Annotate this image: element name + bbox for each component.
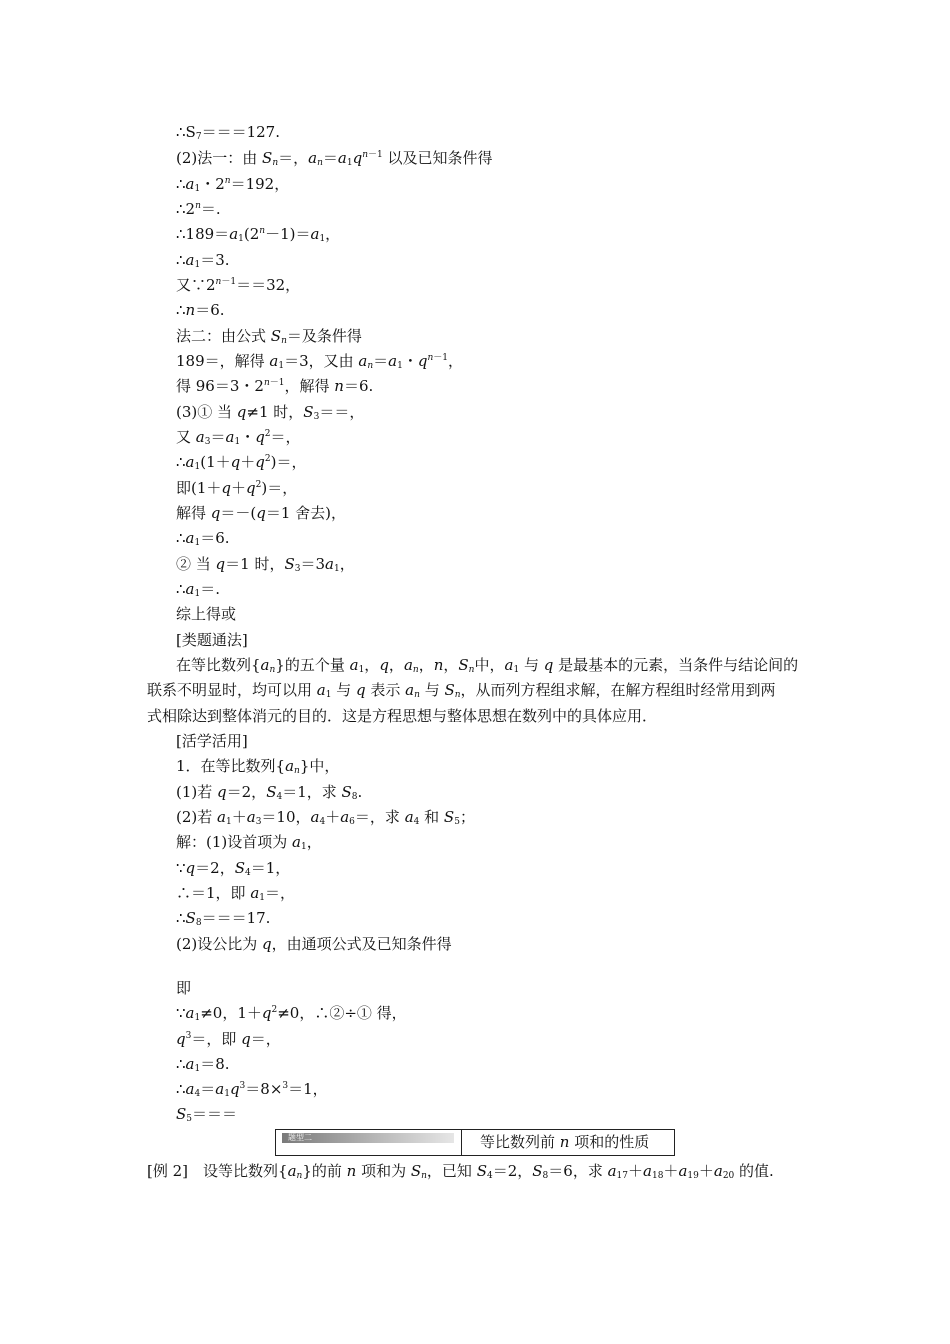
- paragraph-line: 式相除达到整体消元的目的．这是方程思想与整体思想在数列中的具体应用．: [147, 707, 658, 725]
- text-line: 即$(1+q+q^2)=$，: [176, 479, 298, 497]
- text-line: $\therefore a_1$・$2^n=192$，: [176, 175, 290, 194]
- text-line: 即: [176, 979, 192, 997]
- paragraph-line: 联系不明显时，均可以用 $a_1$ 与 q 表示 $a_n$ 与 $S_n$，从而列方程组求解，在解方程组时经常用到两: [147, 681, 776, 700]
- text-line: $\therefore 189=a_1(2^n-1)=a_1$，: [176, 225, 341, 244]
- text-line: 189＝，解得 $a_1=3$，又由 $a_n=a_1$・$q^{n-1}$，: [176, 352, 464, 371]
- text-line: 解：(1)设首项为 $a_1$，: [176, 833, 322, 852]
- text-line: $\therefore a_1(1+q+q^2)=$，: [176, 453, 307, 472]
- text-line: (2)法一：由 $S_n=$，$a_n=a_1q^{n-1}$ 以及已知条件得: [176, 149, 493, 168]
- example-line: [例 2] 设等比数列$\{a_n\}$的前 n 项和为 $S_n$，已知 $S_4=2$，$S_8=6$，求 $a_{17}+a_{18}+a_{19}+a_{20}$ 的值.: [147, 1162, 774, 1181]
- text-line: 法二：由公式 $S_n=$及条件得: [176, 327, 362, 346]
- text-line: 得 96＝3・$2^{n-1}$，解得 n＝6.: [176, 377, 374, 395]
- text-line: 又 $a_3=a_1$・$q^2=$，: [176, 428, 301, 447]
- text-line: $S_5===$: [176, 1105, 238, 1124]
- section-heading: [活学活用]: [176, 732, 248, 750]
- banner-tag-bar: [282, 1133, 454, 1143]
- text-line: ∵q＝2，$S_4=1$，: [176, 859, 291, 878]
- text-line: ② 当 q＝1 时，$S_3=3a_1$，: [176, 555, 355, 574]
- text-line: $\therefore a_1=3$.: [176, 251, 230, 270]
- text-line: $\therefore a_4=a_1q^3=8\times^3=1$，: [176, 1080, 328, 1099]
- paragraph-line: 在等比数列$\{a_n\}$的五个量 $a_1$，q，$a_n$，n，$S_n$中，$a_1$ 与 q 是最基本的元素，当条件与结论间的: [176, 656, 799, 675]
- text-line: $\therefore a_1=8$.: [176, 1055, 230, 1074]
- text-line: $\because a_1\ne 0$，$1+q^2\ne 0$，∴②÷① 得，: [176, 1004, 407, 1023]
- text-line: (2)设公比为 q，由通项公式及已知条件得: [176, 935, 452, 953]
- text-line: ∴n＝6.: [176, 301, 225, 319]
- banner-tag-label: 题型二: [288, 1133, 312, 1142]
- text-line: (2)若 $a_1+a_3=10$，$a_4+a_6=$，求 $a_4$ 和 $S_5$；: [176, 808, 475, 827]
- text-line: $\therefore a_1=$.: [176, 580, 221, 599]
- text-line: $\therefore a_1=6$.: [176, 529, 230, 548]
- text-line: $\therefore S_8===17$.: [176, 909, 271, 928]
- banner-title: 等比数列前 n 项和的性质: [480, 1133, 650, 1151]
- text-line: 解得 q＝－(q＝1 舍去)，: [176, 504, 347, 522]
- text-line: $q^3=$，即 q＝，: [176, 1030, 281, 1048]
- text-line: 又$\because 2^{n-1}==32$，: [176, 276, 301, 294]
- text-line: $\therefore 2^n=$.: [176, 200, 221, 218]
- text-line: (1)若 q＝2，$S_4=1$，求 $S_8$.: [176, 783, 363, 802]
- section-banner: [275, 1129, 675, 1156]
- text-line: 1．在等比数列$\{a_n\}$中，: [176, 757, 340, 776]
- text-line: ∴＝1，即 $a_1=$，: [176, 884, 296, 903]
- text-line: $\therefore S_7===127$.: [176, 123, 280, 142]
- text-line: (3)① 当 q≠1 时，$S_3==$，: [176, 403, 365, 422]
- banner-tag: [276, 1130, 462, 1155]
- text-line: 综上得或: [176, 605, 237, 623]
- section-heading: [类题通法]: [176, 631, 248, 649]
